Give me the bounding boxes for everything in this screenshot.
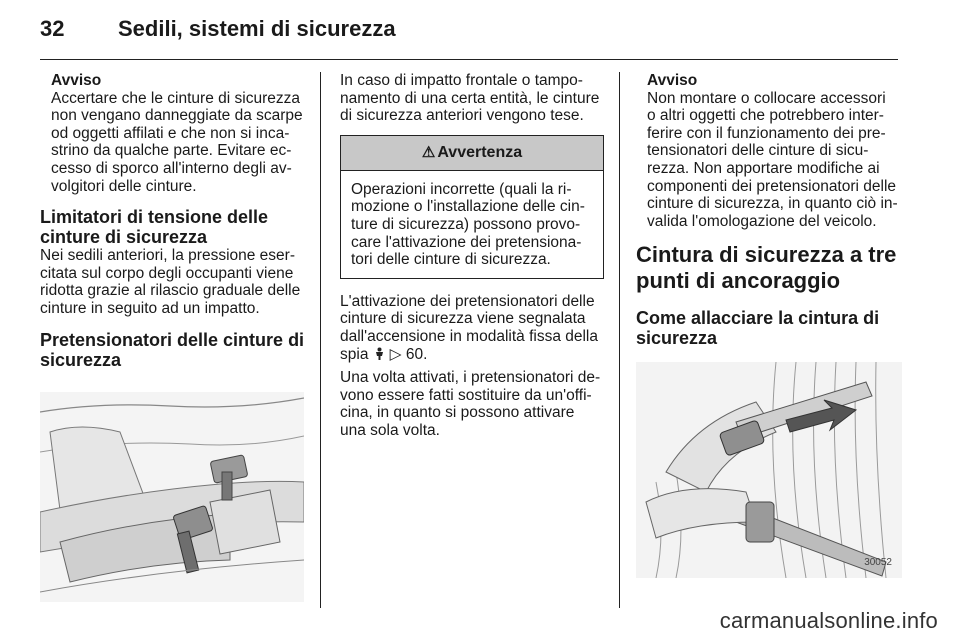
notice-line: rezza. Non apportare modifiche ai [647, 159, 880, 177]
warning-line: ture di sicurezza) possono provo- [351, 215, 581, 233]
airbag-warning-icon [373, 346, 390, 362]
warning-triangle-icon: ⚠ [421, 143, 436, 161]
heading-line: Cintura di sicurezza a tre [636, 242, 897, 268]
seat-buckle-illustration [40, 392, 304, 602]
heading-tension-limiters [40, 207, 306, 247]
notice-line: volgitori delle cinture. [51, 177, 197, 195]
notice-line: componenti dei pretensionatori delle [647, 177, 897, 195]
column-divider-1 [320, 72, 321, 608]
notice-line: valida l'omologazione del veicolo. [647, 212, 877, 230]
page-header [0, 0, 960, 58]
warning-box [340, 135, 604, 279]
warning-line: mozione o l'installazione delle cin- [351, 198, 585, 216]
notice-line: strino da qualche parte. Evitare ec- [51, 142, 292, 160]
notice-line: ferire con il funzionamento dei pre- [647, 124, 886, 142]
header-divider [40, 59, 898, 60]
figure-code: 30052 [864, 557, 892, 568]
page-ref-arrow-icon: ▷ [389, 345, 402, 363]
warning-line: care l'attivazione dei pretensiona- [351, 233, 582, 251]
column-1 [40, 72, 306, 374]
paragraph-line: una sola volta. [340, 421, 440, 439]
warning-line: Operazioni incorrette (quali la ri- [351, 180, 572, 198]
warning-body [341, 171, 603, 278]
seat-buckle-drawing [40, 392, 304, 602]
paragraph-activation [340, 293, 604, 363]
notice-line: od oggetti affilati e che non si inca- [51, 124, 290, 142]
paragraph-impact [340, 72, 604, 125]
heading-line: Pretensionatori delle cinture di [40, 329, 305, 350]
notice-line: non vengano danneggiate da scarpe [51, 107, 303, 125]
column-2 [340, 72, 604, 440]
paragraph-line: ridotta grazie al rilascio graduale delle [40, 282, 301, 300]
paragraph-line: cinture di sicurezza viene segnalata [340, 310, 586, 328]
paragraph-line: L'attivazione dei pretensionatori delle [340, 292, 595, 310]
notice-line: Non montare o collocare accessori [647, 89, 886, 107]
paragraph-line: Una volta attivati, i pretensionatori de- [340, 369, 601, 387]
notice-title: Avviso [51, 72, 102, 89]
warning-line: tori delle cinture di sicurezza. [351, 251, 551, 269]
paragraph-line: dall'accensione in modalità fissa della [340, 327, 598, 345]
paragraph-line: vono essere fatti sostituire da un'offi- [340, 386, 592, 404]
page-number: 32 [40, 16, 65, 41]
paragraph-line: In caso di impatto frontale o tampo- [340, 72, 583, 89]
fasten-belt-drawing [636, 362, 902, 578]
warning-title: Avvertenza [437, 143, 523, 161]
paragraph-text: spia [340, 345, 369, 363]
paragraph-line: citata sul corpo degli occupanti viene [40, 264, 294, 282]
heading-line: cinture di sicurezza [40, 227, 208, 248]
paragraph-line: Nei sedili anteriori, la pressione eser- [40, 247, 296, 265]
paragraph-line: di sicurezza anteriori vengono tese. [340, 107, 584, 125]
paragraph-line: namento di una certa entità, le cinture [340, 89, 600, 107]
heading-line: punti di ancoraggio [636, 268, 841, 294]
heading-pretensioners [40, 330, 306, 370]
paragraph-line: cinture in seguito ad un impatto. [40, 299, 260, 317]
notice-line: cesso di sporco all'interno degli av- [51, 159, 292, 177]
watermark: carmanualsonline.info [719, 608, 938, 633]
column-3 [636, 72, 902, 348]
paragraph-replacement [340, 369, 604, 439]
column-divider-2 [619, 72, 620, 608]
notice-line: o altri oggetti che potrebbero inter- [647, 107, 884, 125]
notice-block [51, 72, 306, 195]
paragraph-line-with-ref [340, 346, 604, 364]
notice-line: cinture di sicurezza, in quanto ciò in- [647, 195, 898, 213]
heading-how-to-fasten [636, 308, 902, 348]
heading-line: Come allacciare la cintura di [636, 308, 880, 329]
heading-line: sicurezza [40, 349, 122, 370]
paragraph-tension-limiters [40, 247, 306, 317]
page-reference[interactable]: 60. [405, 345, 428, 363]
notice-block [647, 72, 902, 230]
heading-line: Limitatori di tensione delle [40, 207, 269, 228]
heading-three-point-belt [636, 242, 902, 294]
warning-header [341, 136, 603, 171]
paragraph-line: cina, in quanto si possono attivare [340, 404, 575, 422]
heading-line: sicurezza [636, 328, 718, 349]
notice-line: Accertare che le cinture di sicurezza [51, 89, 300, 107]
fasten-belt-illustration [636, 362, 902, 578]
notice-line: tensionatori delle cinture di sicu- [647, 142, 869, 160]
section-title: Sedili, sistemi di sicurezza [118, 16, 396, 41]
notice-title: Avviso [647, 72, 698, 89]
